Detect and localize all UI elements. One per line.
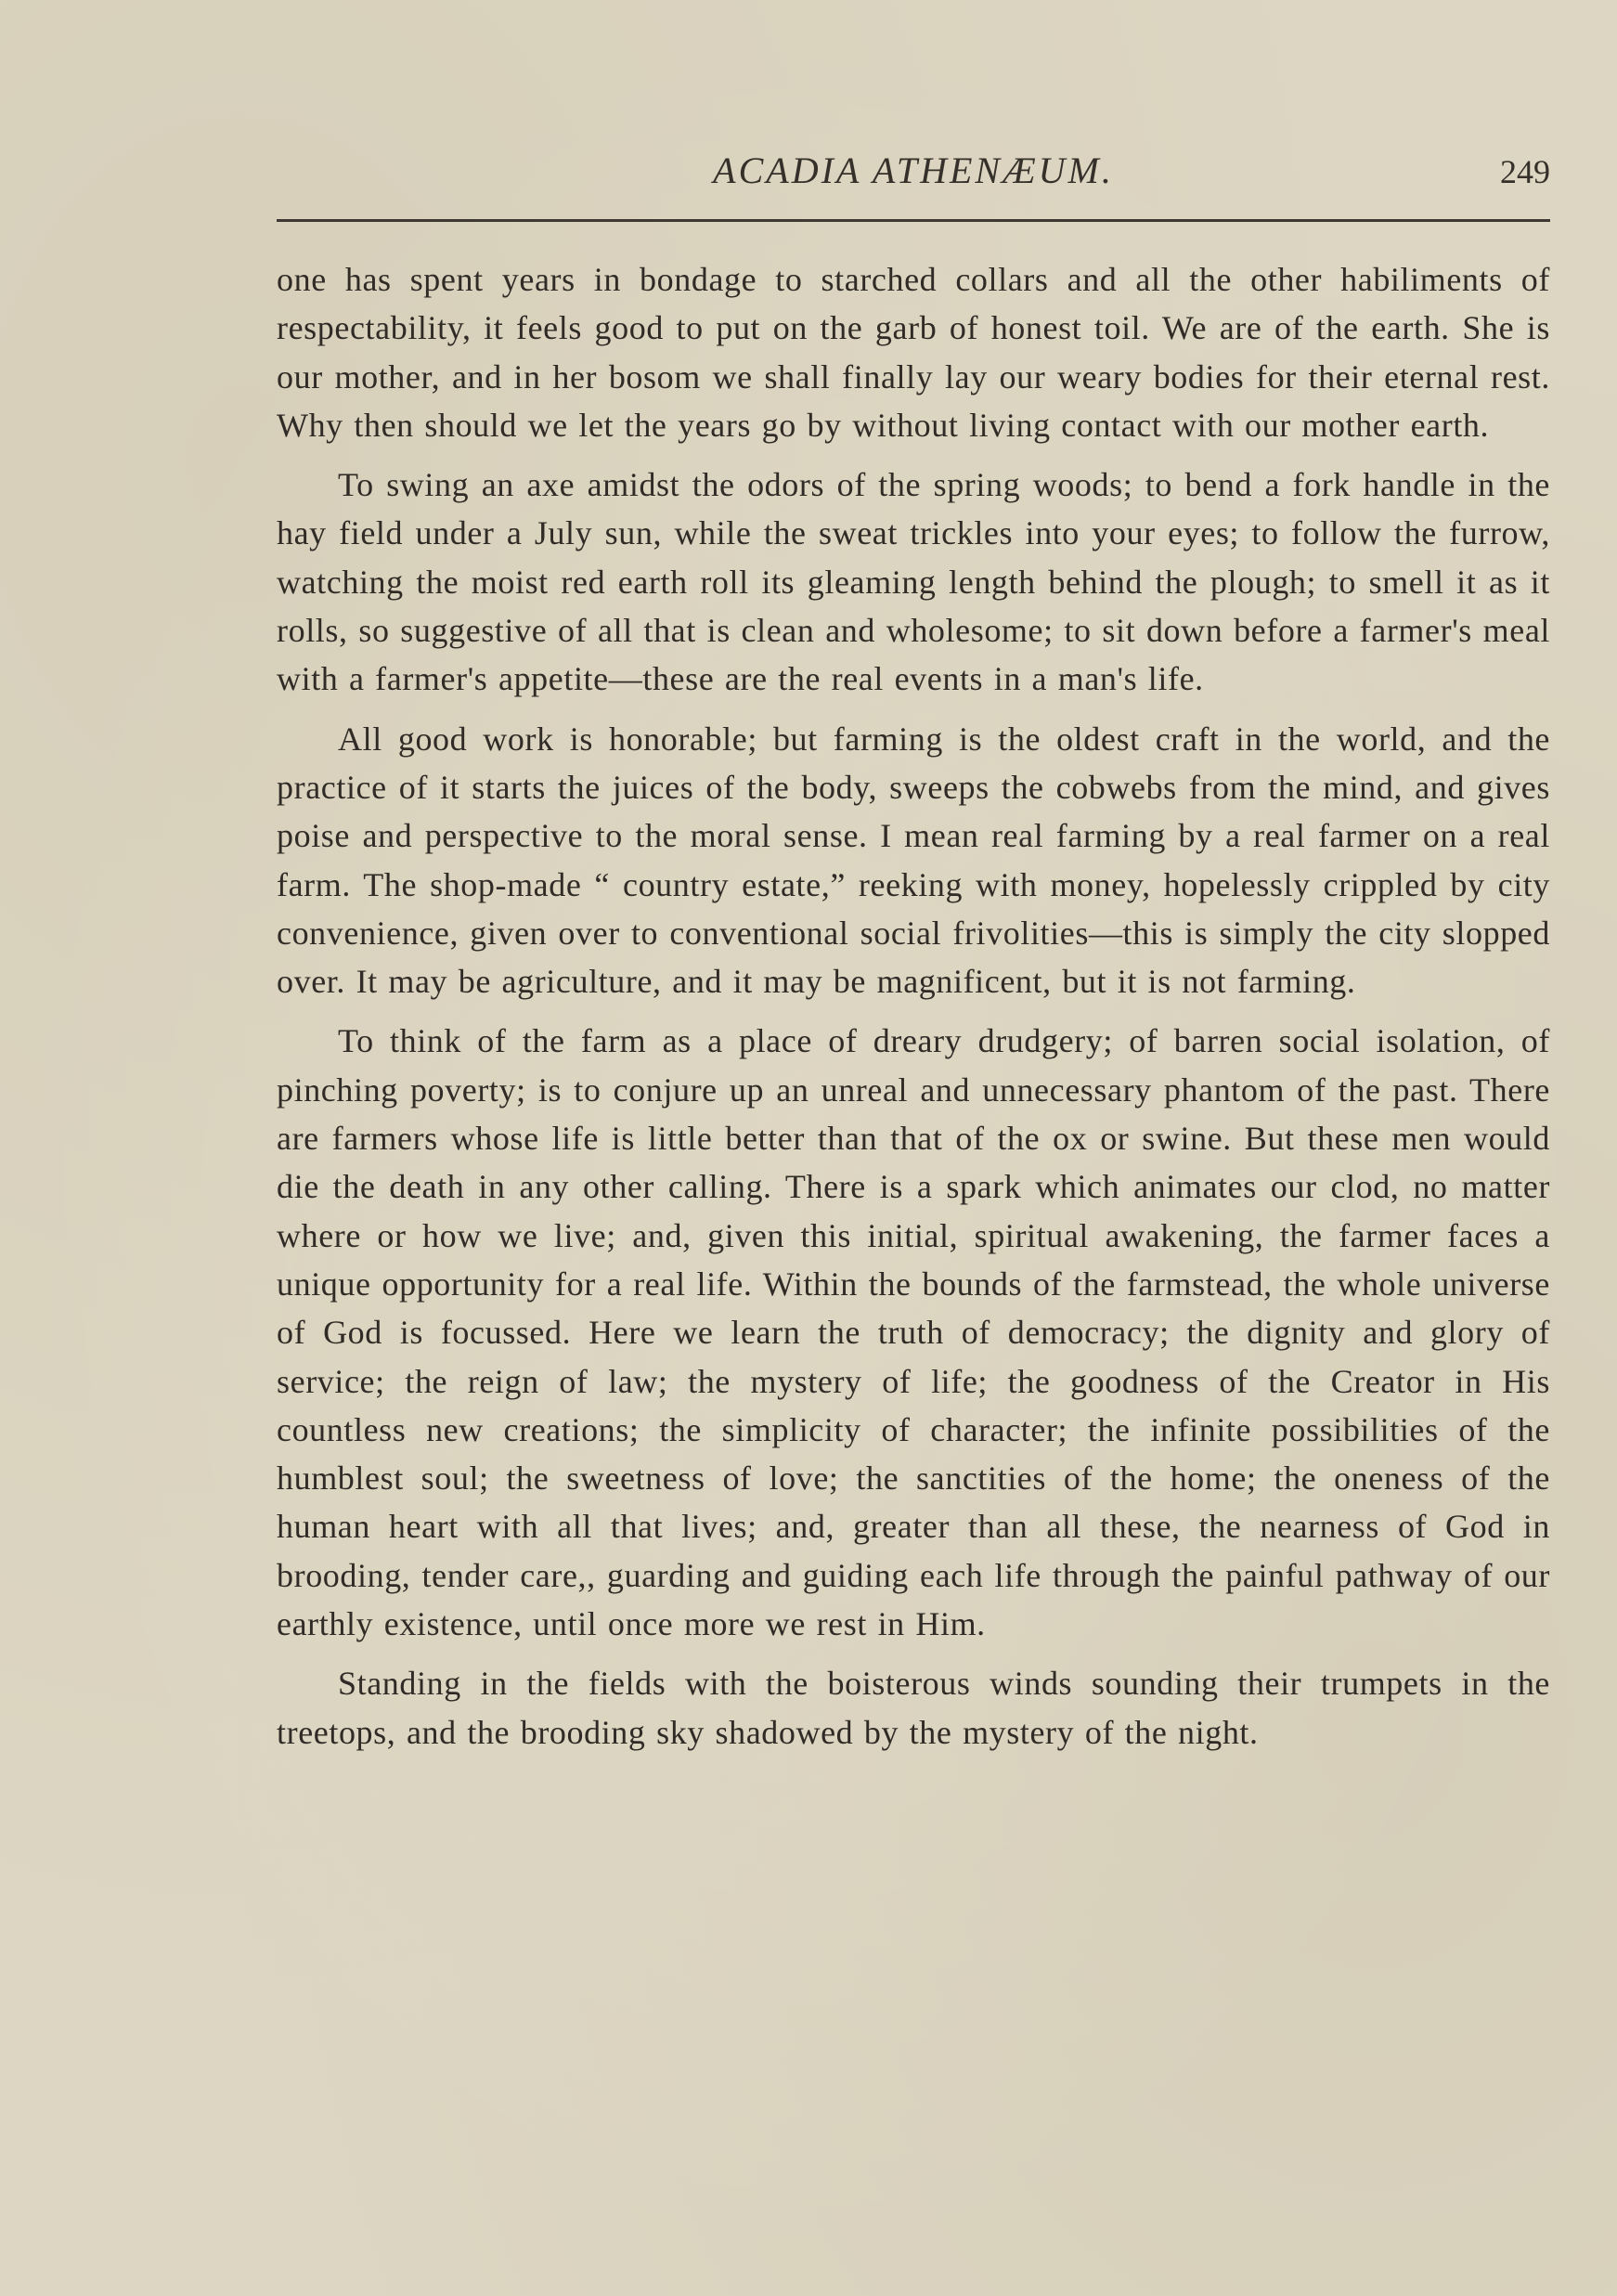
- paragraph-1: one has spent years in bondage to starched collars and all the other habiliments of respectability, it feels good to put on the garb of honest toil. We are of the earth. She is our mother, and in her bosom we shall finally lay our weary bodies for their eternal rest. Why then should we let the years go by without living contact with our mother earth.: [277, 261, 1550, 444]
- paragraph-3: All good work is honorable; but farming is the oldest craft in the world, and the practice of it starts the juices of the body, sweeps the cobwebs from the mind, and gives poise and perspective to the moral sense. I mean real farming by a real farmer on a real farm. The shop-made “ country estate,” reeking with money, hopelessly crippled by city convenience, given over to conventional social frivolities—this is simply the city slopped over. It may be agriculture, and it may be magnificent, but it is not farming.: [277, 720, 1550, 1001]
- paragraph-5: Standing in the fields with the boisterous winds sounding their trumpets in the treetops, and the brooding sky shadowed by the mystery of the night.: [277, 1665, 1550, 1751]
- journal-title: ACADIA ATHENÆUM.: [713, 149, 1114, 191]
- paragraph-2: To swing an axe amidst the odors of the spring woods; to bend a fork handle in the hay field under a July sun, while the sweat trickles into your eyes; to follow the furrow, watching the moist red earth roll its gleaming length behind the plough; to smell it as it rolls, so suggestive of all that is clean and wholesome; to sit down before a farmer's meal with a farmer's appetite—these are the real events in a man's life.: [277, 466, 1550, 698]
- paragraph-4: To think of the farm as a place of dreary drudgery; of barren social isolation, of pinching poverty; is to conjure up an unreal and unnecessary phantom of the past. There are farmers whose life is little better than that of the ox or swine. But these men would die the death in any other calling. There is a spark which animates our clod, no matter where or how we live; and, given this initial, spiritual awakening, the farmer faces a unique opportunity for a real life. Within the bounds of the farmstead, the whole universe of God is focussed. Here we learn the truth of democracy; the dignity and glory of service; the reign of law; the mystery of life; the goodness of the Creator in His countless new creations; the simplicity of character; the infinite possibilities of the humblest soul; the sweetness of love; the sanctities of the home; the oneness of the human heart with all that lives; and, greater than all these, the nearness of God in brooding, tender care,, guarding and guiding each life through the painful pathway of our earthly existence, until once more we rest in Him.: [277, 1022, 1550, 1643]
- article-body: [277, 255, 1550, 1768]
- header-rule: [277, 219, 1550, 222]
- page-number: 249: [1500, 153, 1550, 190]
- running-head: [277, 149, 1550, 204]
